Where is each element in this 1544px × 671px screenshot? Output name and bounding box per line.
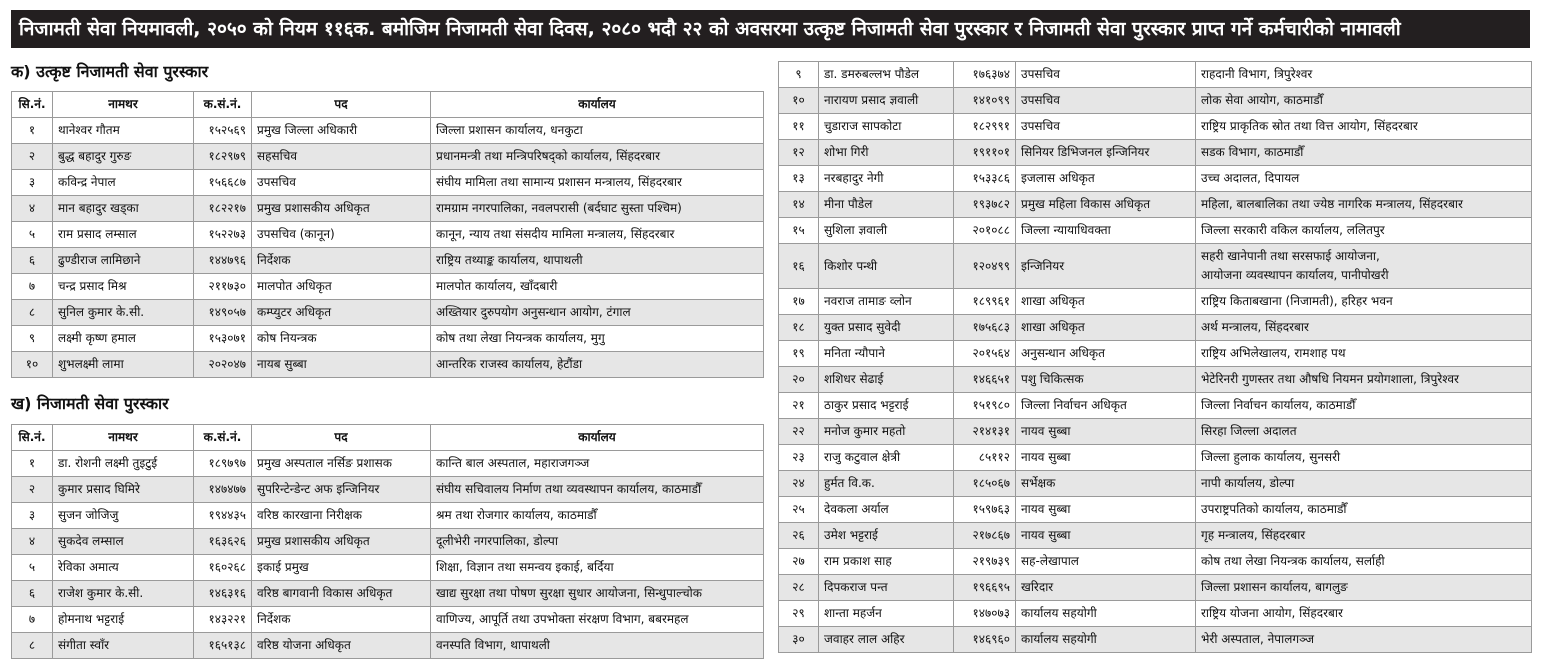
cell-office: जिल्ला प्रशासन कार्यालय, बागलुङ bbox=[1196, 575, 1532, 601]
cell-sn: १ bbox=[12, 451, 53, 477]
cell-post: उपसचिव bbox=[1016, 88, 1196, 114]
table-section-a bbox=[11, 91, 764, 378]
cell-ksn: १९११०१ bbox=[954, 140, 1016, 166]
cell-ksn: १८९७९७ bbox=[194, 451, 252, 477]
cell-office: भेटेरिनरी गुणस्तर तथा औषधि नियमन प्रयोगशाला, त्रिपुरेश्वर bbox=[1196, 367, 1532, 393]
table-row bbox=[12, 196, 764, 222]
cell-name: नवराज तामाङ व्लोन bbox=[819, 289, 954, 315]
cell-post: मालपोत अधिकृत bbox=[252, 274, 431, 300]
cell-post: खरिदार bbox=[1016, 575, 1196, 601]
cell-sn: २८ bbox=[779, 575, 819, 601]
table-row bbox=[779, 341, 1532, 367]
cell-post: कोष नियन्त्रक bbox=[252, 326, 431, 352]
cell-ksn: २०२०४७ bbox=[194, 352, 252, 378]
table-header-row bbox=[12, 425, 764, 451]
cell-post: कार्यालय सहयोगी bbox=[1016, 601, 1196, 627]
cell-post: उपसचिव bbox=[252, 170, 431, 196]
cell-ksn: १५१९८० bbox=[954, 393, 1016, 419]
cell-post: सहसचिव bbox=[252, 144, 431, 170]
cell-post: वरिष्ठ कारखाना निरीक्षक bbox=[252, 503, 431, 529]
table-row bbox=[12, 581, 764, 607]
cell-office: भेरी अस्पताल, नेपालगञ्ज bbox=[1196, 627, 1532, 653]
cell-sn: १७ bbox=[779, 289, 819, 315]
cell-ksn: १९३७८२ bbox=[954, 192, 1016, 218]
cell-sn: १२ bbox=[779, 140, 819, 166]
cell-sn: १० bbox=[779, 88, 819, 114]
cell-ksn: १७६३७४ bbox=[954, 62, 1016, 88]
cell-sn: ११ bbox=[779, 114, 819, 140]
cell-office bbox=[1196, 244, 1532, 289]
cell-post: इन्जिनियर bbox=[1016, 244, 1196, 289]
cell-name: संगीता स्वाँर bbox=[53, 633, 194, 659]
cell-name: शान्ता महर्जन bbox=[819, 601, 954, 627]
table-row bbox=[779, 114, 1532, 140]
cell-name: डा. डमरुबल्लभ पौडेल bbox=[819, 62, 954, 88]
table-row bbox=[12, 352, 764, 378]
table-row bbox=[12, 222, 764, 248]
cell-ksn: १५३०७१ bbox=[194, 326, 252, 352]
col-header-post: पद bbox=[252, 425, 431, 451]
cell-name: राम प्रकाश साह bbox=[819, 549, 954, 575]
table-row bbox=[12, 607, 764, 633]
cell-post: नायब सुब्बा bbox=[252, 352, 431, 378]
cell-name: उमेश भट्टराई bbox=[819, 523, 954, 549]
office-line-2: आयोजना व्यवस्थापन कार्यालय, पानीपोखरी bbox=[1201, 268, 1389, 282]
cell-ksn: २१४१३१ bbox=[954, 419, 1016, 445]
cell-ksn: १६५१३८ bbox=[194, 633, 252, 659]
cell-post: अनुसन्धान अधिकृत bbox=[1016, 341, 1196, 367]
cell-name: शुभलक्ष्मी लामा bbox=[53, 352, 194, 378]
cell-office: महिला, बालबालिका तथा ज्येष्ठ नागरिक मन्त्रालय, सिंहदरबार bbox=[1196, 192, 1532, 218]
page-banner: निजामती सेवा नियमावली, २०५० को नियम ११६क. बमोजिम निजामती सेवा दिवस, २०८० भदौ २२ को अवसरमा उत्कृष्ट निजामती सेवा पुरस्कार र निजामती सेवा पुरस्कार प्राप्त गर्ने कर्मचारीको नामावली bbox=[11, 10, 1530, 48]
table-row bbox=[12, 274, 764, 300]
table-row bbox=[779, 244, 1532, 289]
table-row bbox=[779, 445, 1532, 471]
cell-office: कानून, न्याय तथा संसदीय मामिला मन्त्रालय, सिंहदरबार bbox=[431, 222, 764, 248]
table-row bbox=[779, 315, 1532, 341]
cell-name: ढुण्डीराज लामिछाने bbox=[53, 248, 194, 274]
cell-post: उपसचिव (कानून) bbox=[252, 222, 431, 248]
cell-ksn: २०१५६४ bbox=[954, 341, 1016, 367]
table-row bbox=[779, 497, 1532, 523]
cell-ksn: १५२२७३ bbox=[194, 222, 252, 248]
table-row bbox=[779, 627, 1532, 653]
cell-sn: ८ bbox=[12, 633, 53, 659]
cell-name: कविन्द्र नेपाल bbox=[53, 170, 194, 196]
cell-office: प्रधानमन्त्री तथा मन्त्रिपरिषद्को कार्यालय, सिंहदरबार bbox=[431, 144, 764, 170]
cell-post: प्रमुख प्रशासकीय अधिकृत bbox=[252, 196, 431, 222]
cell-sn: ३ bbox=[12, 503, 53, 529]
cell-post: इकाई प्रमुख bbox=[252, 555, 431, 581]
cell-name: दिपकराज पन्त bbox=[819, 575, 954, 601]
cell-ksn: १४६६५१ bbox=[954, 367, 1016, 393]
cell-name: डा. रोशनी लक्ष्मी तुइटुई bbox=[53, 451, 194, 477]
cell-office: राष्ट्रिय किताबखाना (निजामती), हरिहर भवन bbox=[1196, 289, 1532, 315]
cell-ksn: १९४४३५ bbox=[194, 503, 252, 529]
cell-ksn: २०१०८८ bbox=[954, 218, 1016, 244]
cell-sn: २१ bbox=[779, 393, 819, 419]
table-row bbox=[779, 367, 1532, 393]
cell-ksn: १५६६८७ bbox=[194, 170, 252, 196]
cell-ksn: १५३३८६ bbox=[954, 166, 1016, 192]
table-row bbox=[779, 192, 1532, 218]
cell-office: खाद्य सुरक्षा तथा पोषण सुरक्षा सुधार आयोजना, सिन्धुपाल्चोक bbox=[431, 581, 764, 607]
cell-sn: २६ bbox=[779, 523, 819, 549]
cell-post: सुपरिन्टेन्डेन्ट अफ इन्जिनियर bbox=[252, 477, 431, 503]
table-row bbox=[12, 144, 764, 170]
cell-name: सुकदेव लम्साल bbox=[53, 529, 194, 555]
cell-name: लक्ष्मी कृष्ण हमाल bbox=[53, 326, 194, 352]
table-section-b bbox=[11, 424, 764, 659]
cell-sn: २७ bbox=[779, 549, 819, 575]
cell-office: कान्ति बाल अस्पताल, महाराजगञ्ज bbox=[431, 451, 764, 477]
cell-sn: २९ bbox=[779, 601, 819, 627]
cell-name: जवाहर लाल अहिर bbox=[819, 627, 954, 653]
table-row bbox=[12, 529, 764, 555]
cell-sn: ७ bbox=[12, 607, 53, 633]
cell-post: जिल्ला निर्वाचन अधिकृत bbox=[1016, 393, 1196, 419]
cell-sn: १५ bbox=[779, 218, 819, 244]
cell-name: मीना पौडेल bbox=[819, 192, 954, 218]
cell-post: नायव सुब्बा bbox=[1016, 497, 1196, 523]
cell-sn: १ bbox=[12, 118, 53, 144]
cell-name: बुद्ध बहादुर गुरुङ bbox=[53, 144, 194, 170]
cell-office: दूलीभेरी नगरपालिका, डोल्पा bbox=[431, 529, 764, 555]
table-row bbox=[779, 140, 1532, 166]
table-row bbox=[779, 393, 1532, 419]
section-a-title: क) उत्कृष्ट निजामती सेवा पुरस्कार bbox=[11, 62, 209, 81]
cell-sn: ३ bbox=[12, 170, 53, 196]
cell-name: शशिधर सेढाई bbox=[819, 367, 954, 393]
cell-sn: १० bbox=[12, 352, 53, 378]
cell-office: जिल्ला हुलाक कार्यालय, सुनसरी bbox=[1196, 445, 1532, 471]
table-row bbox=[779, 549, 1532, 575]
cell-sn: ७ bbox=[12, 274, 53, 300]
cell-office: अर्थ मन्त्रालय, सिंहदरबार bbox=[1196, 315, 1532, 341]
table-row bbox=[12, 633, 764, 659]
col-header-name: नामथर bbox=[53, 425, 194, 451]
cell-name: देवकला अर्याल bbox=[819, 497, 954, 523]
cell-office: उच्च अदालत, दिपायल bbox=[1196, 166, 1532, 192]
cell-office: उपराष्ट्रपतिको कार्यालय, काठमाडौँ bbox=[1196, 497, 1532, 523]
cell-sn: २ bbox=[12, 144, 53, 170]
cell-name: नरबहादुर नेगी bbox=[819, 166, 954, 192]
cell-ksn: १२०४९९ bbox=[954, 244, 1016, 289]
cell-ksn: १५९७६३ bbox=[954, 497, 1016, 523]
table-row bbox=[779, 523, 1532, 549]
cell-sn: ३० bbox=[779, 627, 819, 653]
table-row bbox=[12, 477, 764, 503]
cell-post: कार्यालय सहयोगी bbox=[1016, 627, 1196, 653]
cell-ksn: १४७०७३ bbox=[954, 601, 1016, 627]
cell-post: शाखा अधिकृत bbox=[1016, 289, 1196, 315]
cell-post: पशु चिकित्सक bbox=[1016, 367, 1196, 393]
cell-sn: १८ bbox=[779, 315, 819, 341]
cell-office: संघीय मामिला तथा सामान्य प्रशासन मन्त्रालय, सिंहदरबार bbox=[431, 170, 764, 196]
section-b-title: ख) निजामती सेवा पुरस्कार bbox=[11, 394, 169, 413]
cell-office: लोक सेवा आयोग, काठमाडौँ bbox=[1196, 88, 1532, 114]
cell-office: आन्तरिक राजस्व कार्यालय, हेटौंडा bbox=[431, 352, 764, 378]
table-row bbox=[12, 170, 764, 196]
table-row bbox=[12, 300, 764, 326]
cell-post: नायव सुब्बा bbox=[1016, 445, 1196, 471]
cell-post: निर्देशक bbox=[252, 607, 431, 633]
cell-sn: १६ bbox=[779, 244, 819, 289]
cell-office: कोष तथा लेखा नियन्त्रक कार्यालय, मुगु bbox=[431, 326, 764, 352]
cell-ksn: १५२५६९ bbox=[194, 118, 252, 144]
cell-sn: ९ bbox=[12, 326, 53, 352]
cell-office: गृह मन्त्रालय, सिंहदरबार bbox=[1196, 523, 1532, 549]
table-row bbox=[779, 601, 1532, 627]
cell-office: जिल्ला निर्वाचन कार्यालय, काठमाडौँ bbox=[1196, 393, 1532, 419]
table-header-row bbox=[12, 92, 764, 118]
cell-name: चुडाराज सापकोटा bbox=[819, 114, 954, 140]
cell-sn: १९ bbox=[779, 341, 819, 367]
cell-ksn: १४६९६० bbox=[954, 627, 1016, 653]
cell-ksn: १६०२६८ bbox=[194, 555, 252, 581]
cell-office: शिक्षा, विज्ञान तथा समन्वय इकाई, बर्दिया bbox=[431, 555, 764, 581]
cell-ksn: १८५०६७ bbox=[954, 471, 1016, 497]
cell-post: प्रमुख प्रशासकीय अधिकृत bbox=[252, 529, 431, 555]
table-row bbox=[779, 62, 1532, 88]
cell-name: किशोर पन्थी bbox=[819, 244, 954, 289]
cell-office: सडक विभाग, काठमाडौँ bbox=[1196, 140, 1532, 166]
cell-post: इजलास अधिकृत bbox=[1016, 166, 1196, 192]
col-header-office: कार्यालय bbox=[431, 425, 764, 451]
cell-post: सह-लेखापाल bbox=[1016, 549, 1196, 575]
col-header-sn: सि.नं. bbox=[12, 425, 53, 451]
cell-ksn: १६३६२६ bbox=[194, 529, 252, 555]
cell-name: राजेश कुमार के.सी. bbox=[53, 581, 194, 607]
cell-office: वाणिज्य, आपूर्ति तथा उपभोक्ता संरक्षण विभाग, बबरमहल bbox=[431, 607, 764, 633]
cell-name: चन्द्र प्रसाद मिश्र bbox=[53, 274, 194, 300]
table-row bbox=[12, 326, 764, 352]
cell-office: राष्ट्रिय अभिलेखालय, रामशाह पथ bbox=[1196, 341, 1532, 367]
cell-name: राजु कटुवाल क्षेत्री bbox=[819, 445, 954, 471]
col-header-name: नामथर bbox=[53, 92, 194, 118]
col-header-ksn: क.सं.नं. bbox=[194, 92, 252, 118]
cell-ksn: १४७४७७ bbox=[194, 477, 252, 503]
cell-sn: १४ bbox=[779, 192, 819, 218]
cell-sn: २३ bbox=[779, 445, 819, 471]
cell-ksn: १७५६८३ bbox=[954, 315, 1016, 341]
cell-ksn: १८९९६१ bbox=[954, 289, 1016, 315]
cell-name: होमनाथ भट्टराई bbox=[53, 607, 194, 633]
col-header-ksn: क.सं.नं. bbox=[194, 425, 252, 451]
cell-post: प्रमुख अस्पताल नर्सिङ प्रशासक bbox=[252, 451, 431, 477]
cell-sn: २० bbox=[779, 367, 819, 393]
col-header-sn: सि.नं. bbox=[12, 92, 53, 118]
cell-name: शोभा गिरी bbox=[819, 140, 954, 166]
cell-sn: ६ bbox=[12, 581, 53, 607]
table-section-b-continued bbox=[778, 61, 1532, 653]
cell-post: नायव सुब्बा bbox=[1016, 523, 1196, 549]
cell-sn: १३ bbox=[779, 166, 819, 192]
col-header-post: पद bbox=[252, 92, 431, 118]
table-row bbox=[779, 289, 1532, 315]
cell-post: उपसचिव bbox=[1016, 62, 1196, 88]
cell-post: सर्भेक्षक bbox=[1016, 471, 1196, 497]
cell-office: राष्ट्रिय प्राकृतिक स्रोत तथा वित्त आयोग, सिंहदरबार bbox=[1196, 114, 1532, 140]
cell-ksn: १४३२२१ bbox=[194, 607, 252, 633]
cell-ksn: ८५११२ bbox=[954, 445, 1016, 471]
cell-sn: ४ bbox=[12, 529, 53, 555]
cell-name: मनोज कुमार महतो bbox=[819, 419, 954, 445]
cell-post: कम्प्युटर अधिकृत bbox=[252, 300, 431, 326]
table-row bbox=[12, 451, 764, 477]
cell-office: राष्ट्रिय तथ्याङ्क कार्यालय, थापाथली bbox=[431, 248, 764, 274]
cell-ksn: १८२९७९ bbox=[194, 144, 252, 170]
cell-office: जिल्ला सरकारी वकिल कार्यालय, ललितपुर bbox=[1196, 218, 1532, 244]
cell-sn: ५ bbox=[12, 222, 53, 248]
table-row bbox=[779, 419, 1532, 445]
cell-post: निर्देशक bbox=[252, 248, 431, 274]
cell-name: सुनिल कुमार के.सी. bbox=[53, 300, 194, 326]
cell-post: जिल्ला न्यायाधिवक्ता bbox=[1016, 218, 1196, 244]
cell-office: वनस्पति विभाग, थापाथली bbox=[431, 633, 764, 659]
cell-name: मनिता न्यौपाने bbox=[819, 341, 954, 367]
cell-post: सिनियर डिभिजनल इन्जिनियर bbox=[1016, 140, 1196, 166]
col-header-office: कार्यालय bbox=[431, 92, 764, 118]
cell-post: प्रमुख जिल्ला अधिकारी bbox=[252, 118, 431, 144]
office-line-1: सहरी खानेपानी तथा सरसफाई आयोजना, bbox=[1201, 249, 1380, 263]
table-row bbox=[779, 471, 1532, 497]
cell-sn: २५ bbox=[779, 497, 819, 523]
cell-ksn: १४९०५७ bbox=[194, 300, 252, 326]
cell-office: अख्तियार दुरुपयोग अनुसन्धान आयोग, टंगाल bbox=[431, 300, 764, 326]
cell-name: मान बहादुर खड्का bbox=[53, 196, 194, 222]
table-row bbox=[12, 248, 764, 274]
cell-ksn: २१९७३९ bbox=[954, 549, 1016, 575]
cell-ksn: १८२२१७ bbox=[194, 196, 252, 222]
cell-name: कुमार प्रसाद घिमिरे bbox=[53, 477, 194, 503]
cell-ksn: १४६३१६ bbox=[194, 581, 252, 607]
cell-office: मालपोत कार्यालय, खाँदबारी bbox=[431, 274, 764, 300]
cell-name: सुजन जोजिजु bbox=[53, 503, 194, 529]
cell-post: उपसचिव bbox=[1016, 114, 1196, 140]
table-row bbox=[12, 503, 764, 529]
cell-sn: ९ bbox=[779, 62, 819, 88]
table-row bbox=[12, 118, 764, 144]
cell-name: हुर्मत वि.क. bbox=[819, 471, 954, 497]
cell-name: ठाकुर प्रसाद भट्टराई bbox=[819, 393, 954, 419]
cell-ksn: १९६६९५ bbox=[954, 575, 1016, 601]
cell-office: रामग्राम नगरपालिका, नवलपरासी (बर्दघाट सुस्ता पश्चिम) bbox=[431, 196, 764, 222]
cell-sn: ४ bbox=[12, 196, 53, 222]
table-row bbox=[779, 575, 1532, 601]
table-row bbox=[779, 218, 1532, 244]
cell-post: शाखा अधिकृत bbox=[1016, 315, 1196, 341]
cell-sn: २ bbox=[12, 477, 53, 503]
cell-ksn: १८२९९१ bbox=[954, 114, 1016, 140]
table-row bbox=[779, 88, 1532, 114]
table-row bbox=[779, 166, 1532, 192]
cell-post: नायव सुब्बा bbox=[1016, 419, 1196, 445]
cell-ksn: १४४७९६ bbox=[194, 248, 252, 274]
cell-sn: २२ bbox=[779, 419, 819, 445]
cell-sn: ८ bbox=[12, 300, 53, 326]
cell-name: थानेश्वर गौतम bbox=[53, 118, 194, 144]
cell-ksn: १४१०९९ bbox=[954, 88, 1016, 114]
cell-office: श्रम तथा रोजगार कार्यालय, काठमाडौँ bbox=[431, 503, 764, 529]
cell-sn: ६ bbox=[12, 248, 53, 274]
cell-office: राष्ट्रिय योजना आयोग, सिंहदरबार bbox=[1196, 601, 1532, 627]
cell-sn: ५ bbox=[12, 555, 53, 581]
cell-office: जिल्ला प्रशासन कार्यालय, धनकुटा bbox=[431, 118, 764, 144]
cell-office: राहदानी विभाग, त्रिपुरेश्वर bbox=[1196, 62, 1532, 88]
cell-office: कोष तथा लेखा नियन्त्रक कार्यालय, सर्लाही bbox=[1196, 549, 1532, 575]
cell-sn: २४ bbox=[779, 471, 819, 497]
cell-name: रेविका अमात्य bbox=[53, 555, 194, 581]
cell-name: सुशिला ज्ञवाली bbox=[819, 218, 954, 244]
cell-name: राम प्रसाद लम्साल bbox=[53, 222, 194, 248]
table-row bbox=[12, 555, 764, 581]
cell-post: वरिष्ठ बागवानी विकास अधिकृत bbox=[252, 581, 431, 607]
cell-ksn: २१७८६७ bbox=[954, 523, 1016, 549]
cell-office: नापी कार्यालय, डोल्पा bbox=[1196, 471, 1532, 497]
cell-ksn: २११७३० bbox=[194, 274, 252, 300]
cell-name: युक्त प्रसाद सुवेदी bbox=[819, 315, 954, 341]
cell-post: प्रमुख महिला विकास अधिकृत bbox=[1016, 192, 1196, 218]
cell-post: वरिष्ठ योजना अधिकृत bbox=[252, 633, 431, 659]
cell-office: सिरहा जिल्ला अदालत bbox=[1196, 419, 1532, 445]
cell-office: संघीय सचिवालय निर्माण तथा व्यवस्थापन कार्यालय, काठमाडौँ bbox=[431, 477, 764, 503]
cell-name: नारायण प्रसाद ज्ञवाली bbox=[819, 88, 954, 114]
